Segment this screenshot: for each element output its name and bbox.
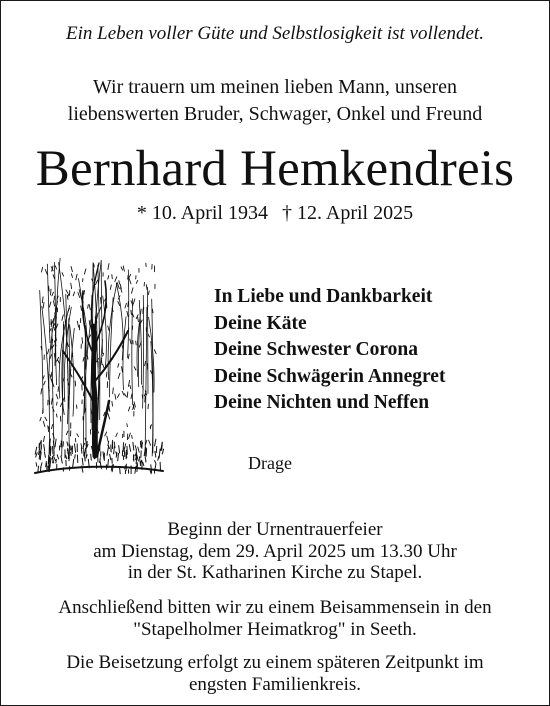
deceased-name: Bernhard Hemkendreis — [35, 141, 515, 197]
ceremony-line: in der St. Katharinen Kirche zu Stapel. — [127, 562, 423, 583]
ceremony-info — [1, 519, 549, 584]
mourner-line: Deine Nichten und Neffen — [214, 392, 430, 413]
gathering-line: "Stapelholmer Heimatkrog" in Seeth. — [133, 618, 417, 640]
death-date: † 12. April 2025 — [282, 202, 414, 224]
burial-line: engsten Familienkreis. — [188, 673, 362, 695]
burial-info — [1, 652, 549, 695]
place-name: Drage — [248, 453, 292, 473]
motto: Ein Leben voller Güte und Selbstlosigkeit ist vollendet. — [66, 23, 484, 44]
mourner-line: Deine Schwägerin Annegret — [214, 365, 446, 387]
mourners-list — [214, 284, 445, 417]
mourner-line: Deine Käte — [214, 312, 307, 334]
gathering-info — [1, 597, 549, 640]
intro-text — [1, 74, 549, 128]
birth-date: * 10. April 1934 — [136, 202, 268, 224]
gathering-line: Anschließend bitten wir zu einem Beisammensein in den — [58, 597, 492, 618]
intro-line: liebenswerten Bruder, Schwager, Onkel und Freund — [67, 103, 483, 125]
mourner-line: In Liebe und Dankbarkeit — [214, 286, 433, 307]
intro-line: Wir trauern um meinen lieben Mann, unseren — [92, 76, 458, 98]
ceremony-line: Beginn der Urnentrauerfeier — [167, 519, 383, 540]
life-dates — [1, 202, 549, 225]
weeping-willow-icon — [23, 251, 173, 491]
ceremony-line: am Dienstag, dem 29. April 2025 um 13.30 Uhr — [93, 540, 457, 562]
mourner-line: Deine Schwester Corona — [214, 339, 419, 360]
burial-line: Die Beisetzung erfolgt zu einem späteren Zeitpunkt im — [66, 652, 484, 673]
